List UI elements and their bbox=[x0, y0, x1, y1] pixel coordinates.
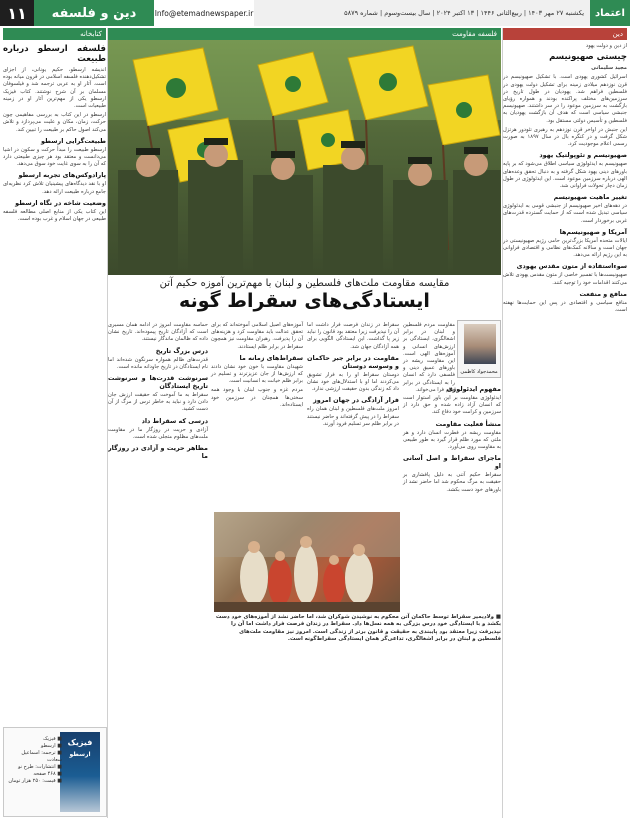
left-paragraph: ارسطو طبیعت را مبدأ حرکت و سکون در اشیا می‌دانست و معتقد بود هر چیزی طبیعتی دارد که آن را به سوی غایت خود سوق می‌دهد. bbox=[3, 146, 106, 168]
right-title: چیستی صهیونیسم bbox=[549, 52, 627, 63]
left-subhead: وضعیت شاخه در نگاه ارسطو bbox=[15, 198, 106, 207]
left-paragraph: اندیشه ارسطو، حکیم یونانی، از اجزای تشکیل‌دهنده فلسفه اسلامی در قرون میانه بوده است. آثار او به عربی ترجمه شد و فیلسوفان مسلمان بر آن شرح نوشتند. کتاب فیزیک ارسطو یکی از مهم‌ترین آثار او در زمینه طبیعیات است. bbox=[3, 67, 106, 110]
right-paragraph: صهیونیست‌ها با تفسیر خاصی از متون مقدس یهودی تلاش می‌کنند اقدامات خود را توجیه کنند. bbox=[503, 272, 627, 286]
center-col-4 bbox=[108, 322, 208, 812]
center-col-3 bbox=[211, 322, 303, 510]
column-divider bbox=[107, 28, 108, 818]
right-paragraph: صهیونیسم به ایدئولوژی سیاسی اطلاق می‌شود که بر پایه باورهای دینی یهود شکل گرفته و به دنبال تحقق وعده‌های الهی درباره سرزمین موعود است. این ایدئولوژی در طول زمان دچار تحولات فراوانی شد. bbox=[503, 161, 627, 190]
article-paragraph: مقاومت ریشه در فطرت انسان دارد و هر ملتی که مورد ظلم قرار گیرد به طور طبیعی به مقاومت روی می‌آورد. bbox=[403, 429, 501, 451]
left-title: فلسفه ارسطو درباره طبیعت bbox=[3, 44, 106, 64]
right-subhead: تغییر ماهیت صهیونیسم bbox=[553, 193, 627, 202]
article-paragraph: مقاومت مردم فلسطین و لبنان در برابر اشغالگری، ایستادگی بر ارزش‌های انسانی و آموزه‌های الهی است. این مقاومت ریشه در باورهای عمیق دینی و فلسفی دارد که انسان را به ایستادگی در برابر ظلم فرا می‌خواند. bbox=[403, 322, 455, 393]
website-address[interactable]: Info@etemadnewspaper.ir bbox=[154, 8, 254, 18]
right-section-label: دین bbox=[503, 28, 627, 40]
right-kicker: از دین و دولت یهود bbox=[585, 43, 627, 49]
right-paragraph: منافع سیاسی و اقتصادی در پس این حمایت‌ها نهفته است. bbox=[503, 299, 627, 314]
fighters-with-flags-illustration bbox=[108, 40, 501, 275]
left-paragraph: ارسطو در این کتاب به بررسی مفاهیمی چون حرکت، زمان، مکان و علیت می‌پردازد و تلاش می‌کند اصول حاکم بر طبیعت را تبیین کند. bbox=[3, 112, 106, 133]
left-paragraph: او با نقد دیدگاه‌های پیشینیان تلاش کرد نظریه‌ای جامع درباره طبیعت ارائه دهد. bbox=[3, 181, 106, 195]
article-subhead: سرنوشت قدرت‌ها و سرنوشت تاریخ ایستادگان bbox=[108, 374, 208, 391]
left-subhead: پارادوکس‌های تجربه ارسطو bbox=[18, 171, 106, 180]
section-banner: دین و فلسفه bbox=[34, 0, 154, 26]
article-paragraph: سقراط به ما آموخت که حقیقت ارزش جان دادن دارد و نباید به خاطر ترس از مرگ از آن دست کشید. bbox=[108, 392, 208, 413]
center-col-2 bbox=[307, 322, 399, 510]
book-cover-title: فیزیک bbox=[67, 738, 93, 747]
article-paragraph: ایدئولوژی مقاومت بر این باور استوار است که انسان آزاد زاده شده و حق دارد از سرزمین و کرامت خود دفاع کند. bbox=[403, 395, 501, 416]
center-section-label: فلسفه مقاومت bbox=[108, 28, 501, 40]
article-subhead: مقاومت در برابر جبر حاکمان و وسوسه دوستان bbox=[307, 353, 399, 370]
article-subhead: مظاهر حریت و آزادی در روزگار ما bbox=[108, 444, 208, 461]
column-divider bbox=[502, 28, 503, 818]
page-header bbox=[0, 0, 630, 26]
dateline: یکشنبه ۲۷ مهر ۱۴۰۳ | ربیع‌الثانی ۱۴۴۶ | ۱۳ اکتبر ۲۰۲۴ | سال بیست‌وسوم | شماره ۵۸۷۹ bbox=[254, 0, 590, 26]
book-detail: ■ فیزیک bbox=[43, 736, 62, 742]
right-paragraph: در دهه‌های اخیر صهیونیسم از جنبشی قومی به ایدئولوژی سیاسی تبدیل شده است که از حمایت گسترده قدرت‌های غربی برخوردار است. bbox=[503, 203, 627, 224]
author-name: محمدجواد کاظمی bbox=[460, 369, 498, 375]
article-subhead: فرار آزادگی در جهان امروز bbox=[313, 396, 399, 405]
page-number: ۱۱ bbox=[0, 0, 34, 26]
center-col-1b bbox=[403, 382, 501, 612]
article-deck: مقایسه مقاومت ملت‌های فلسطین و لبنان با مهم‌ترین آموزه حکیم آتن bbox=[159, 278, 450, 289]
death-of-socrates-illustration bbox=[214, 512, 400, 612]
article-subhead: ماجرای سقراط و اصل آسانی او bbox=[403, 454, 501, 471]
book-cover-author: ارسطو bbox=[69, 751, 91, 758]
hero-photo bbox=[108, 40, 501, 275]
article-paragraph: امروز ملت‌های فلسطین و لبنان همان راه سقراط را در پیش گرفته‌اند و حاضر نیستند در برابر ظلم سر تسلیم فرود آورند. bbox=[307, 406, 399, 427]
book-detail: ■ ۴۶۸ صفحه bbox=[33, 771, 62, 777]
socrates-painting bbox=[214, 512, 400, 612]
right-paragraph: اسرائیل کشوری یهودی است. با تشکیل صهیونیسم در قرن نوزدهم میلادی زمینه برای تشکیل دولت یهودی در فلسطین فراهم شد. یهودیان در طول تاریخ در سرزمین‌های مختلف پراکنده بودند و همواره رؤیای بازگشت به سرزمین موعود را در سر داشتند. صهیونیسم جنبشی سیاسی است که هدف آن بازگشت یهودیان به فلسطین و تأسیس دولتی مستقل بود. bbox=[503, 74, 627, 124]
left-subhead: طبیعت‌گرایی ارسطو bbox=[41, 136, 106, 145]
article-paragraph: سقراط حکیم آتنی به دلیل پافشاری بر حقیقت به مرگ محکوم شد اما حاضر نشد از باورهای خود دست بکشد. bbox=[403, 472, 501, 493]
left-section-label: کتابخانه bbox=[3, 28, 106, 40]
article-subhead: مفهوم ایدئولوژی bbox=[446, 385, 501, 393]
right-subhead: صهیونیسم و تئوپولتیک یهود bbox=[539, 151, 627, 160]
book-detail: ■ انتشارات: طرح نو bbox=[18, 764, 62, 770]
article-headline: ایستادگی‌های سقراط گونه bbox=[179, 290, 430, 312]
right-paragraph: این جنبش در اواخر قرن نوزدهم به رهبری تئودور هرتزل شکل گرفت و در کنگره بال در سال ۱۸۹۷ به صورت رسمی اعلام موجودیت کرد. bbox=[503, 126, 627, 148]
article-paragraph: شهیدان مقاومت با خون خود نشان دادند که ارزش‌ها از جان عزیزترند و تسلیم در برابر ظلم خیانت به انسانیت است. bbox=[211, 363, 303, 385]
article-subhead: سقراط‌های زمانه ما bbox=[239, 353, 303, 362]
author-photo bbox=[464, 324, 496, 364]
book-cover bbox=[60, 732, 100, 812]
article-paragraph: سقراط در زندان فرصت فرار داشت اما آن را نپذیرفت زیرا معتقد بود قانون را نباید زیر پا گذاشت. این ایستادگی الگویی برای همه آزادگان جهان شد. bbox=[307, 322, 399, 350]
book-detail: ■ ترجمه: اسماعیل سعادت bbox=[21, 750, 62, 763]
left-column bbox=[3, 28, 106, 723]
right-column bbox=[503, 28, 627, 818]
pull-quote: ■ ولادیمیر سقراط توسط حاکمان آتن محکوم به نوشیدن شوکران شد، اما حاضر نشد از آموزه‌های خود دست بکشد و با ایستادگی خود درس بزرگی به همه نسل‌ها داد. سقراط در زندان فرصت فرار داشت اما آن را نپذیرفت زیرا معتقد بود پایبندی به حقیقت و قانون برتر از زندگی است. امروز نیز مقاومت ملت‌های فلسطین و لبنان در برابر اشغالگری، تداعی‌گر همان ایستادگی سقراط‌گونه است. bbox=[215, 614, 501, 643]
article-subhead: درسی که سقراط داد bbox=[141, 416, 208, 425]
right-paragraph: ایالات متحده آمریکا بزرگ‌ترین حامی رژیم صهیونیستی در جهان است و سالانه کمک‌های نظامی و اقتصادی فراوانی به این رژیم ارائه می‌دهد. bbox=[503, 237, 627, 259]
right-subhead: منافع و منفعت bbox=[579, 289, 627, 298]
article-paragraph: آزادی و حریت در روزگار ما در مقاومت ملت‌های مظلوم متجلی شده است. bbox=[108, 426, 208, 440]
article-paragraph: دوستان سقراط او را به فرار تشویق می‌کردند اما او با استدلال‌های خود نشان داد که زندگی بدون حقیقت ارزشی ندارد. bbox=[307, 371, 399, 393]
left-paragraph: این کتاب یکی از منابع اصلی مطالعه فلسفه طبیعی در جهان اسلام و غرب بوده است. bbox=[3, 208, 106, 223]
book-detail: ■ قیمت: ۲۵۰ هزار تومان bbox=[8, 778, 62, 784]
article-paragraph: آموزه‌های اصیل اسلامی آموخته‌اند که برای تحقق عدالت باید مقاومت کرد و هزینه‌های آن را پذیرفت. رهبران مقاومت نیز همچون سقراط در برابر ظلم ایستادند. bbox=[211, 322, 303, 350]
book-detail: ■ ارسطو bbox=[41, 743, 62, 749]
article-subhead: درس بزرگ تاریخ bbox=[155, 346, 208, 355]
book-details bbox=[7, 736, 62, 785]
article-paragraph: حماسه مقاومت امروز در ادامه همان مسیری است که آزادگان تاریخ پیموده‌اند. تاریخ نشان داده که ظالمان ماندگار نیستند. bbox=[108, 322, 208, 343]
newspaper-logo: اعتماد bbox=[590, 0, 630, 26]
article-paragraph: مردم غزه و جنوب لبنان با وجود همه سختی‌ها همچنان در سرزمین خود ایستاده‌اند. bbox=[211, 387, 303, 408]
article-subhead: منشأ فعلیت مقاومت bbox=[435, 419, 501, 428]
author-box bbox=[457, 320, 501, 378]
right-author: مجید سلیمانی bbox=[591, 65, 627, 72]
right-subhead: آمریکا و صهیونیسم‌ها bbox=[559, 227, 627, 236]
book-advertisement bbox=[3, 727, 107, 817]
article-paragraph: قدرت‌های ظالم همواره سرنگون شده‌اند اما نام ایستادگان در تاریخ جاودانه مانده است. bbox=[108, 356, 208, 370]
right-subhead: سوءاستفاده از متون مقدس یهودی bbox=[516, 262, 627, 271]
